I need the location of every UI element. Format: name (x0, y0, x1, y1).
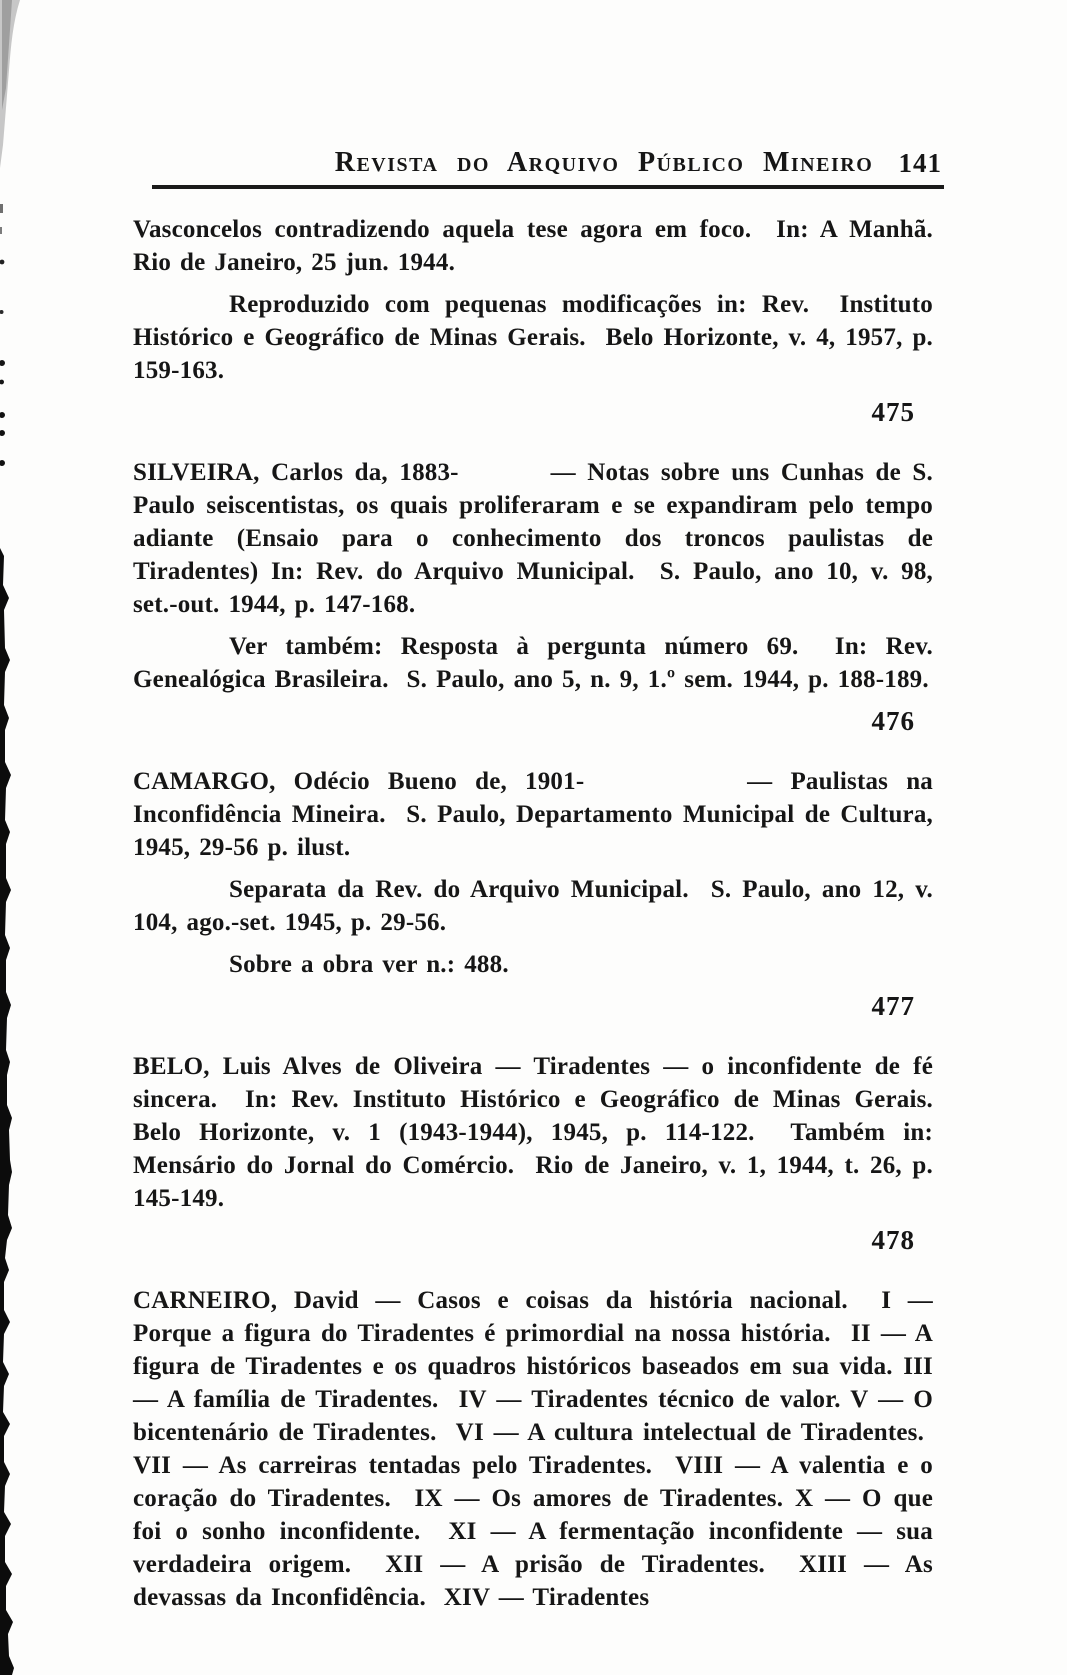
entry-number: 475 (871, 397, 915, 427)
journal-title: Revista do Arquivo Público Mineiro (334, 147, 874, 178)
bibliography (133, 213, 933, 1641)
bibliography-entry-477 (133, 765, 933, 1023)
entry-number: 476 (871, 706, 915, 736)
entry-annotation: Separata da Rev. do Arquivo Municipal. S. Paulo, ano 12, v. 104, ago.-set. 1945, p. 29-56. (133, 876, 933, 936)
entry-paragraph: SILVEIRA, Carlos da, 1883- — Notas sobre uns Cunhas de S. Paulo seiscentistas, os quais proliferaram e se expandiram pelo tempo adiante (Ensaio para o conhecimento dos troncos paulistas de Tiradentes) In: Rev. do Arquivo Municipal. S. Paulo, ano 10, v. 98, set.-out. 1944, p. 147-168. (133, 459, 933, 618)
entry-paragraph: CARNEIRO, David — Casos e coisas da história nacional. I — Porque a figura do Tiradentes é primordial na nossa história. II — A figura de Tiradentes e os quadros históricos baseados em sua vida. III — A família de Tiradentes. IV — Tiradentes técnico de valor. V — O bicentenário de Tiradentes. VI — A cultura intelectual de Tiradentes. VII — As carreiras tentadas pelo Tiradentes. VIII — A valentia e o coração do Tiradentes. IX — Os amores de Tiradentes. X — O que foi o sonho inconfidente. XI — A fermentação inconfidente — sua verdadeira origem. XII — A prisão de Tiradentes. XIII — As devassas da Inconfidência. XIV — Tiradentes (133, 1287, 933, 1611)
entry-annotation: Sobre a obra ver n.: 488. (229, 951, 509, 978)
entry-paragraph: Vasconcelos contradizendo aquela tese agora em foco. In: A Manhã. Rio de Janeiro, 25 jun. 1944. (133, 216, 933, 276)
page-number: 141 (898, 148, 942, 178)
bibliography-entry-carneiro-truncated (133, 1284, 933, 1614)
entry-paragraph: CAMARGO, Odécio Bueno de, 1901- — Paulistas na Inconfidência Mineira. S. Paulo, Departamento Municipal de Cultura, 1945, 29-56 p. ilust. (133, 768, 933, 861)
bibliography-entry-478 (133, 1050, 933, 1257)
scan-artifact-left-edge (0, 0, 20, 1675)
scan-smudge-top-left (0, 0, 20, 168)
header-row (152, 146, 944, 180)
page-header (152, 146, 944, 197)
header-rule (152, 185, 944, 189)
entry-number: 478 (871, 1225, 915, 1255)
entry-paragraph: BELO, Luis Alves de Oliveira — Tiradentes — o inconfidente de fé sincera. In: Rev. Instituto Histórico e Geográfico de Minas Gerais. Belo Horizonte, v. 1 (1943-1944), 1945, p. 114-122. Também in: Mensário do Jornal do Comércio. Rio de Janeiro, v. 1, 1944, t. 26, p. 145-149. (133, 1053, 933, 1212)
bibliography-entry-475 (133, 213, 933, 429)
entry-number: 477 (871, 991, 915, 1021)
entry-annotation: Ver também: Resposta à pergunta número 69. In: Rev. Genealógica Brasileira. S. Paulo, ano 5, n. 9, 1.º sem. 1944, p. 188-189. (133, 633, 933, 693)
entry-annotation: Reproduzido com pequenas modificações in: Rev. Instituto Histórico e Geográfico de Minas Gerais. Belo Horizonte, v. 4, 1957, p. 159-163. (133, 291, 933, 384)
bibliography-entry-476 (133, 456, 933, 738)
